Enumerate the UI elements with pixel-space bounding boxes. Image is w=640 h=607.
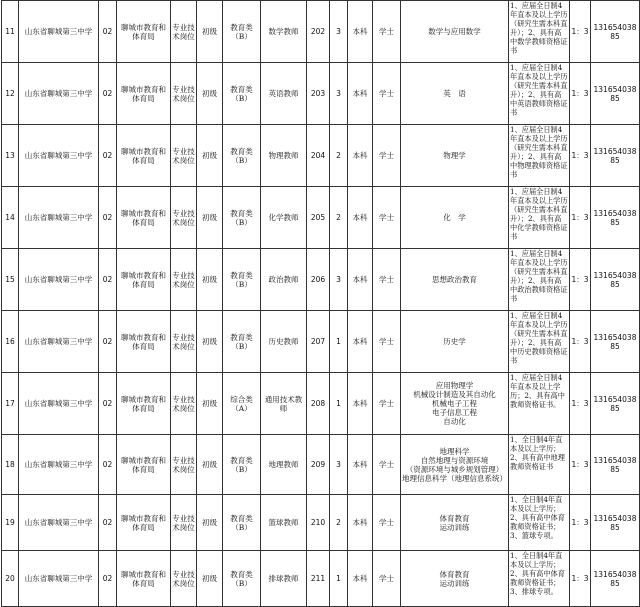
position-name: 政治教师 <box>261 249 307 311</box>
department: 聊城市教育和体育局 <box>117 63 171 125</box>
position-code: 207 <box>307 311 330 373</box>
interview-ratio: 1：3 <box>570 495 591 551</box>
education: 本科 <box>348 249 373 311</box>
school-name: 山东省聊城第三中学 <box>19 495 99 551</box>
position-code: 203 <box>307 63 330 125</box>
post-type: 专业技术岗位 <box>171 187 197 249</box>
degree: 学士 <box>373 187 401 249</box>
school-name: 山东省聊城第三中学 <box>19 249 99 311</box>
education: 本科 <box>348 1 373 63</box>
school-name: 山东省聊城第三中学 <box>19 125 99 187</box>
position-name: 地理教师 <box>261 435 307 495</box>
education: 本科 <box>348 187 373 249</box>
department: 聊城市教育和体育局 <box>117 125 171 187</box>
contact-phone: 13165403885 <box>591 495 640 551</box>
position-name: 排球教师 <box>261 551 307 607</box>
contact-phone: 13165403885 <box>591 551 640 607</box>
position-code: 204 <box>307 125 330 187</box>
table-row <box>2 311 640 373</box>
post-category: 教育类（B） <box>223 311 261 373</box>
row-index: 13 <box>2 125 19 187</box>
post-type: 专业技术岗位 <box>171 435 197 495</box>
requirements: 1、应届全日制4年直本及以上学历（研究生需本科直升）；2、具有高中政治教师资格证书 <box>509 249 570 311</box>
hire-count: 2 <box>330 495 348 551</box>
school-name: 山东省聊城第三中学 <box>19 187 99 249</box>
post-type: 专业技术岗位 <box>171 125 197 187</box>
major: 应用物理学 机械设计制造及其自动化 机械电子工程 电子信息工程 自动化 <box>401 373 509 435</box>
post-category: 教育类（B） <box>223 187 261 249</box>
row-index: 18 <box>2 435 19 495</box>
interview-ratio: 1：3 <box>570 551 591 607</box>
unit-code: 02 <box>99 551 117 607</box>
table-row <box>2 63 640 125</box>
position-name: 物理教师 <box>261 125 307 187</box>
requirements: 1、全日制4年直本及以上学历；2、具有高中地理教师资格证书 <box>509 435 570 495</box>
contact-phone: 13165403885 <box>591 373 640 435</box>
position-code: 209 <box>307 435 330 495</box>
education: 本科 <box>348 125 373 187</box>
education: 本科 <box>348 551 373 607</box>
contact-phone: 13165403885 <box>591 249 640 311</box>
requirements: 1、全日制4年直本及以上学历；2、具有高中体育教师资格证书；3、篮球专项。 <box>509 495 570 551</box>
table-row <box>2 187 640 249</box>
post-level: 初级 <box>197 125 223 187</box>
table-row <box>2 1 640 63</box>
unit-code: 02 <box>99 249 117 311</box>
department: 聊城市教育和体育局 <box>117 249 171 311</box>
hire-count: 2 <box>330 125 348 187</box>
major: 化 学 <box>401 187 509 249</box>
degree: 学士 <box>373 63 401 125</box>
education: 本科 <box>348 373 373 435</box>
table-row <box>2 249 640 311</box>
table-row <box>2 373 640 435</box>
department: 聊城市教育和体育局 <box>117 551 171 607</box>
unit-code: 02 <box>99 1 117 63</box>
unit-code: 02 <box>99 435 117 495</box>
post-level: 初级 <box>197 435 223 495</box>
post-type: 专业技术岗位 <box>171 495 197 551</box>
interview-ratio: 1：3 <box>570 435 591 495</box>
post-category: 教育类（B） <box>223 63 261 125</box>
unit-code: 02 <box>99 63 117 125</box>
post-level: 初级 <box>197 1 223 63</box>
interview-ratio: 1：3 <box>570 63 591 125</box>
position-name: 篮球教师 <box>261 495 307 551</box>
contact-phone: 13165403885 <box>591 187 640 249</box>
department: 聊城市教育和体育局 <box>117 187 171 249</box>
post-type: 专业技术岗位 <box>171 311 197 373</box>
degree: 学士 <box>373 551 401 607</box>
row-index: 14 <box>2 187 19 249</box>
degree: 学士 <box>373 125 401 187</box>
interview-ratio: 1：3 <box>570 311 591 373</box>
post-level: 初级 <box>197 187 223 249</box>
row-index: 17 <box>2 373 19 435</box>
contact-phone: 13165403885 <box>591 311 640 373</box>
post-level: 初级 <box>197 249 223 311</box>
contact-phone: 13165403885 <box>591 1 640 63</box>
position-code: 205 <box>307 187 330 249</box>
post-category: 教育类（B） <box>223 551 261 607</box>
interview-ratio: 1：3 <box>570 125 591 187</box>
major: 数学与应用数学 <box>401 1 509 63</box>
education: 本科 <box>348 435 373 495</box>
education: 本科 <box>348 311 373 373</box>
hire-count: 1 <box>330 551 348 607</box>
contact-phone: 13165403885 <box>591 125 640 187</box>
degree: 学士 <box>373 435 401 495</box>
requirements: 1、应届全日制4年直本及以上学历（研究生需本科直升）；2、具有高中数学教师资格证书 <box>509 1 570 63</box>
school-name: 山东省聊城第三中学 <box>19 551 99 607</box>
hire-count: 3 <box>330 249 348 311</box>
degree: 学士 <box>373 311 401 373</box>
position-name: 通用技术教师 <box>261 373 307 435</box>
requirements: 1、应届全日制4年直本及以上学历（研究生需本科直升）；2、具有高中化学教师资格证书 <box>509 187 570 249</box>
requirements: 1、应届全日制4年直本及以上学历（研究生需本科直升）；2、具有高中物理教师资格证书 <box>509 125 570 187</box>
post-level: 初级 <box>197 495 223 551</box>
post-category: 教育类（B） <box>223 125 261 187</box>
hire-count: 1 <box>330 311 348 373</box>
department: 聊城市教育和体育局 <box>117 373 171 435</box>
table-row <box>2 495 640 551</box>
interview-ratio: 1：3 <box>570 187 591 249</box>
interview-ratio: 1：3 <box>570 1 591 63</box>
row-index: 15 <box>2 249 19 311</box>
unit-code: 02 <box>99 495 117 551</box>
school-name: 山东省聊城第三中学 <box>19 373 99 435</box>
hire-count: 3 <box>330 435 348 495</box>
major: 体育教育 运动训练 <box>401 495 509 551</box>
post-type: 专业技术岗位 <box>171 249 197 311</box>
table-row <box>2 551 640 607</box>
post-level: 初级 <box>197 311 223 373</box>
post-type: 专业技术岗位 <box>171 1 197 63</box>
degree: 学士 <box>373 249 401 311</box>
post-category: 教育类（B） <box>223 495 261 551</box>
requirements: 1、应届全日制4年直本及以上学历；2、具有高中教师资格证书。 <box>509 373 570 435</box>
post-type: 专业技术岗位 <box>171 373 197 435</box>
post-level: 初级 <box>197 551 223 607</box>
row-index: 12 <box>2 63 19 125</box>
degree: 学士 <box>373 373 401 435</box>
post-level: 初级 <box>197 373 223 435</box>
position-code: 202 <box>307 1 330 63</box>
department: 聊城市教育和体育局 <box>117 311 171 373</box>
hire-count: 2 <box>330 187 348 249</box>
row-index: 19 <box>2 495 19 551</box>
hire-count: 1 <box>330 373 348 435</box>
position-code: 208 <box>307 373 330 435</box>
major: 物理学 <box>401 125 509 187</box>
contact-phone: 13165403885 <box>591 63 640 125</box>
requirements: 1、应届全日制4年直本及以上学历（研究生需本科直升）；2、具有高中英语教师资格证书 <box>509 63 570 125</box>
department: 聊城市教育和体育局 <box>117 435 171 495</box>
school-name: 山东省聊城第三中学 <box>19 63 99 125</box>
row-index: 16 <box>2 311 19 373</box>
contact-phone: 13165403885 <box>591 435 640 495</box>
unit-code: 02 <box>99 187 117 249</box>
major: 思想政治教育 <box>401 249 509 311</box>
school-name: 山东省聊城第三中学 <box>19 311 99 373</box>
hire-count: 3 <box>330 63 348 125</box>
position-name: 化学教师 <box>261 187 307 249</box>
row-index: 11 <box>2 1 19 63</box>
unit-code: 02 <box>99 373 117 435</box>
unit-code: 02 <box>99 311 117 373</box>
post-type: 专业技术岗位 <box>171 551 197 607</box>
education: 本科 <box>348 495 373 551</box>
education: 本科 <box>348 63 373 125</box>
major: 历史学 <box>401 311 509 373</box>
school-name: 山东省聊城第三中学 <box>19 1 99 63</box>
interview-ratio: 1：3 <box>570 373 591 435</box>
post-category: 综合类（A） <box>223 373 261 435</box>
position-code: 206 <box>307 249 330 311</box>
post-category: 教育类（B） <box>223 1 261 63</box>
post-category: 教育类（B） <box>223 249 261 311</box>
post-category: 教育类（B） <box>223 435 261 495</box>
major: 英 语 <box>401 63 509 125</box>
department: 聊城市教育和体育局 <box>117 495 171 551</box>
position-name: 数学教师 <box>261 1 307 63</box>
recruitment-table <box>1 0 640 607</box>
school-name: 山东省聊城第三中学 <box>19 435 99 495</box>
hire-count: 3 <box>330 1 348 63</box>
degree: 学士 <box>373 1 401 63</box>
major: 地理科学 自然地理与资源环境 （资源环境与城乡规划管理） 地理信息科学（地理信息系统） <box>401 435 509 495</box>
position-code: 210 <box>307 495 330 551</box>
row-index: 20 <box>2 551 19 607</box>
requirements: 1、全日制4年直本及以上学历；2、具有高中体育教师资格证书；3、排球专项。 <box>509 551 570 607</box>
major: 体育教育 运动训练 <box>401 551 509 607</box>
post-type: 专业技术岗位 <box>171 63 197 125</box>
position-code: 211 <box>307 551 330 607</box>
table-row <box>2 435 640 495</box>
position-name: 英语教师 <box>261 63 307 125</box>
degree: 学士 <box>373 495 401 551</box>
position-name: 历史教师 <box>261 311 307 373</box>
table-row <box>2 125 640 187</box>
department: 聊城市教育和体育局 <box>117 1 171 63</box>
unit-code: 02 <box>99 125 117 187</box>
requirements: 1、应届全日制4年直本及以上学历（研究生需本科直升）；2、具有高中历史教师资格证书 <box>509 311 570 373</box>
post-level: 初级 <box>197 63 223 125</box>
interview-ratio: 1：3 <box>570 249 591 311</box>
